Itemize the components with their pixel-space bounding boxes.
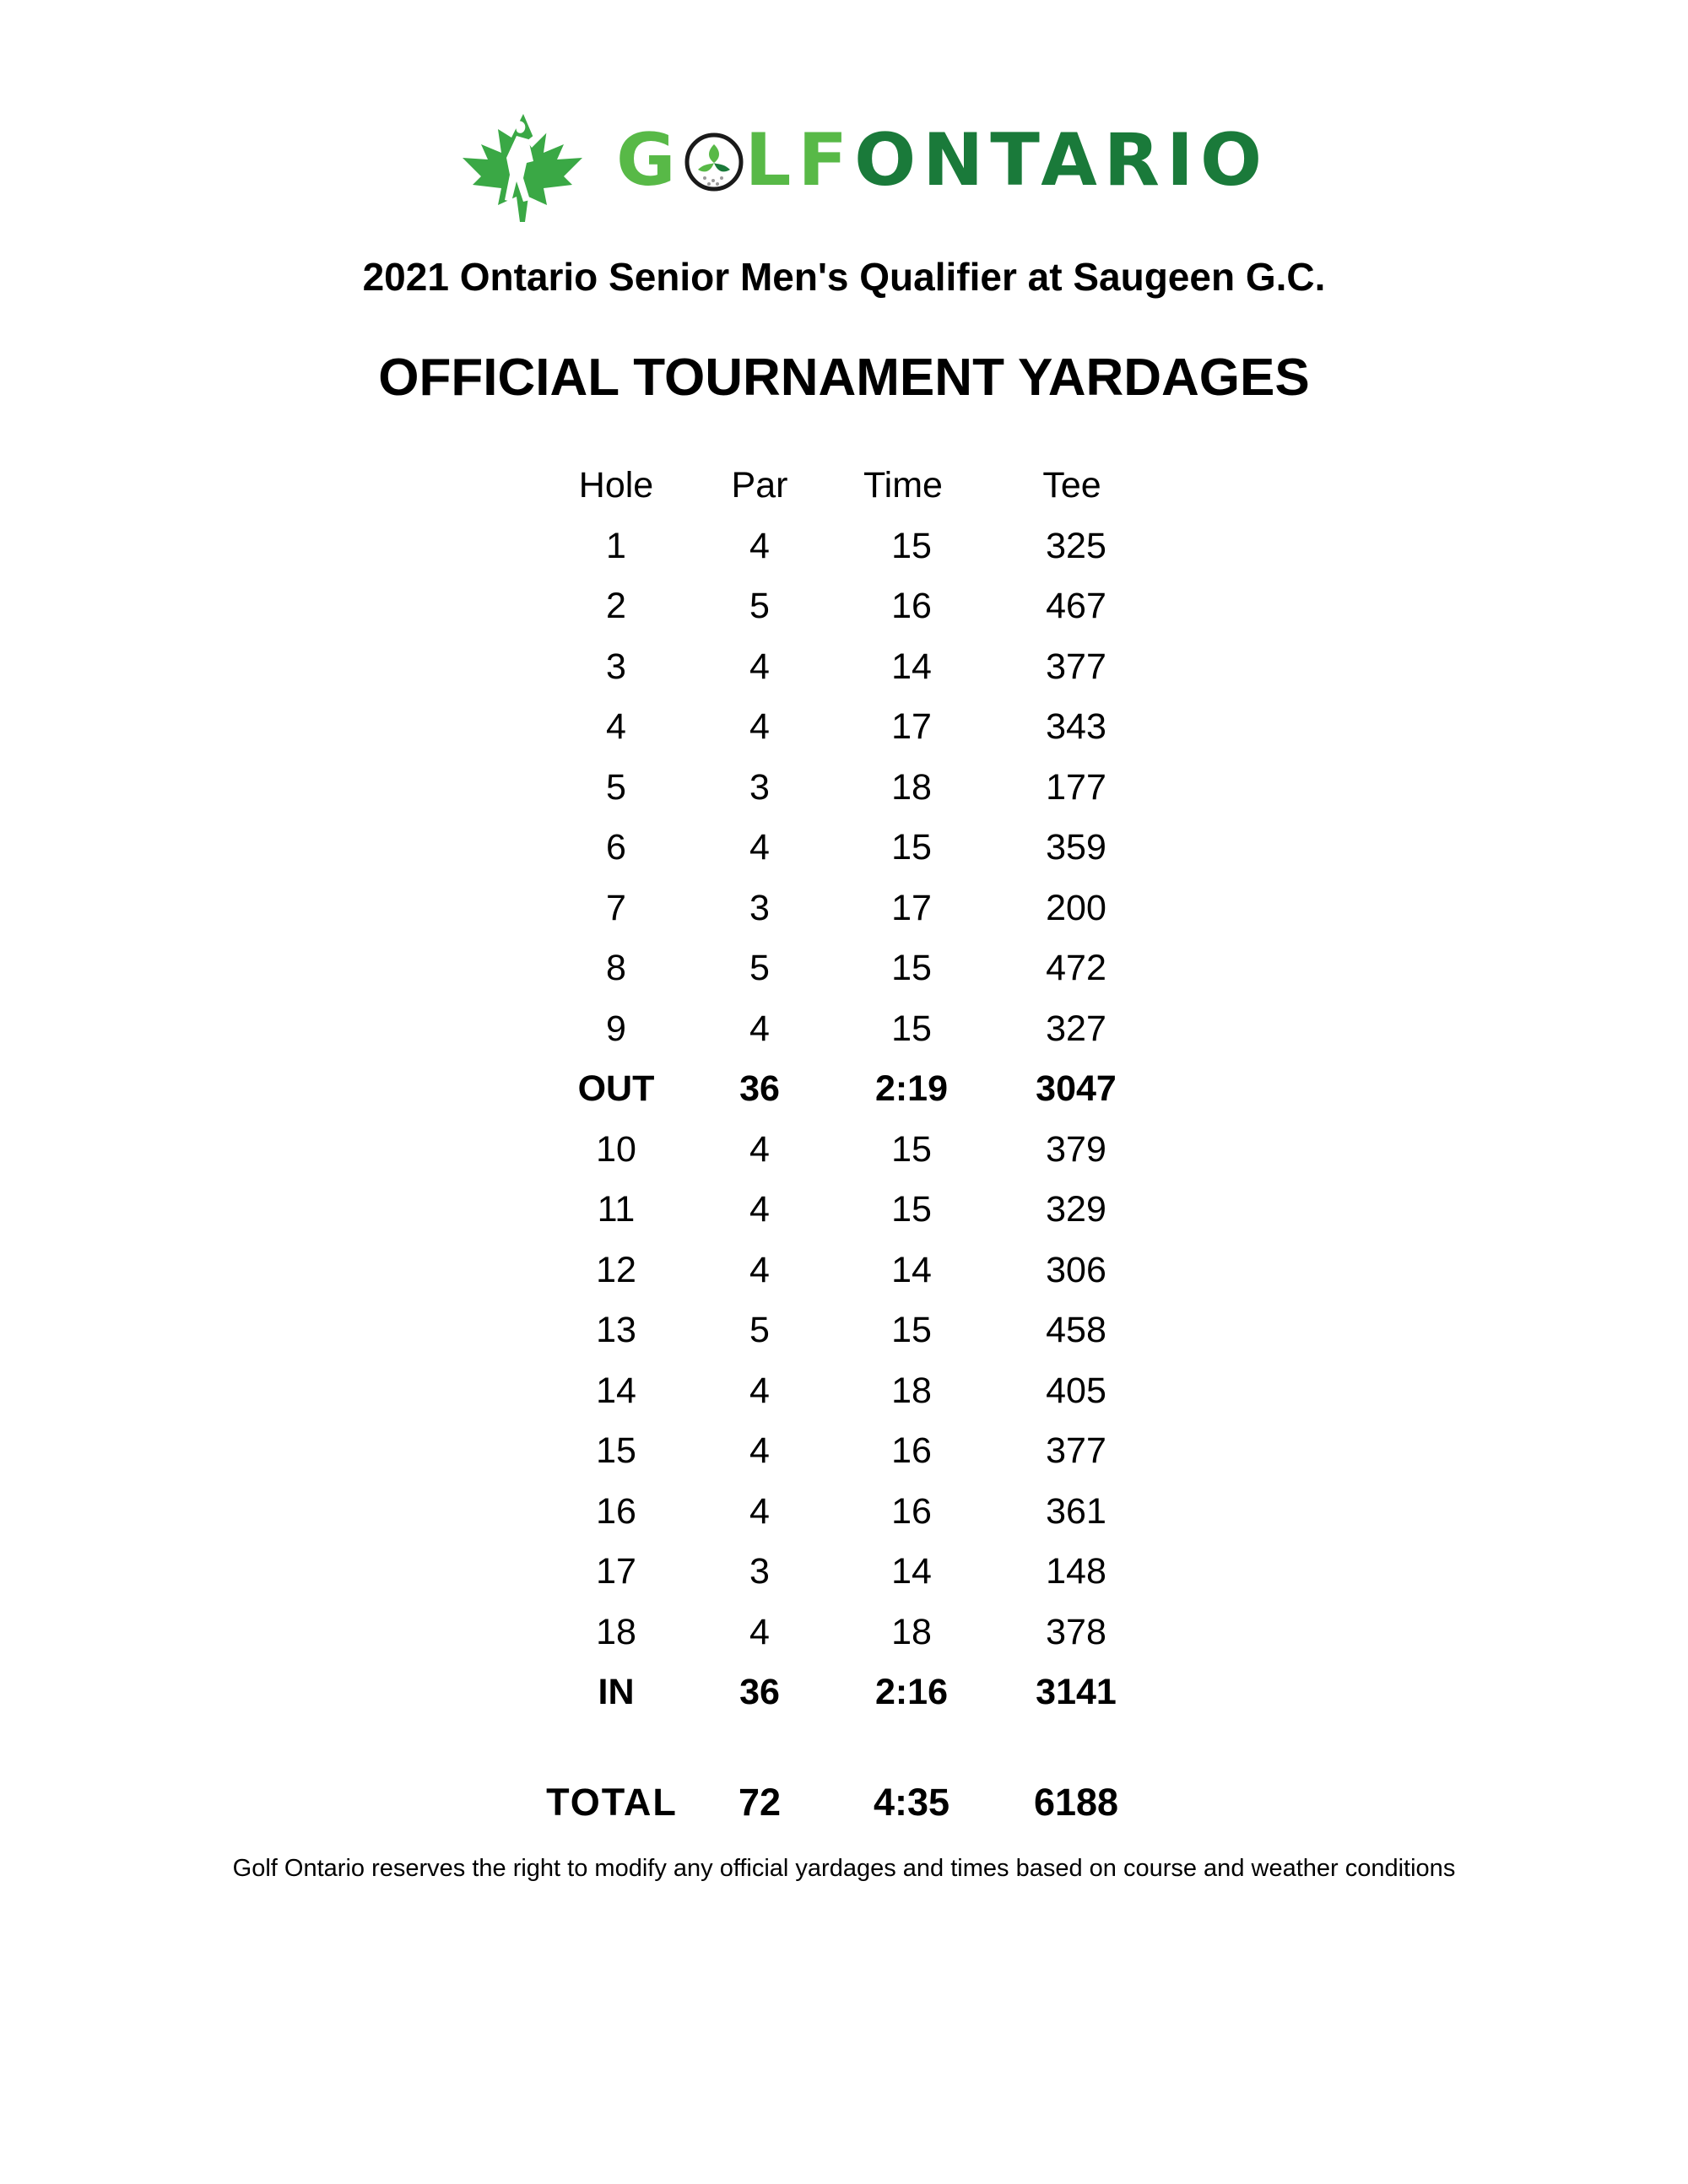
- cell-par: 4: [749, 706, 770, 747]
- cell-tee: 472: [1046, 948, 1106, 988]
- in-tee: 3141: [1036, 1672, 1117, 1712]
- cell-hole: 7: [606, 887, 626, 928]
- cell-hole: 1: [606, 525, 626, 566]
- cell-hole: 14: [596, 1370, 636, 1411]
- cell-par: 4: [749, 525, 770, 566]
- total-par: 72: [738, 1781, 782, 1824]
- cell-time: 15: [891, 1310, 932, 1350]
- cell-time: 18: [891, 1370, 932, 1411]
- cell-tee: 378: [1046, 1611, 1106, 1652]
- cell-par: 3: [749, 887, 770, 928]
- cell-tee: 405: [1046, 1370, 1106, 1411]
- cell-tee: 306: [1046, 1249, 1106, 1290]
- cell-par: 4: [749, 1370, 770, 1411]
- cell-time: 15: [891, 948, 932, 988]
- table-row: [523, 516, 1165, 577]
- logo-text-ontario: ONTARIO: [854, 118, 1269, 203]
- cell-par: 4: [749, 1128, 770, 1170]
- total-label: TOTAL: [546, 1781, 678, 1824]
- logo-text-lf: LF: [744, 118, 855, 203]
- header-time: Time: [863, 465, 943, 505]
- cell-par: 5: [749, 1310, 770, 1350]
- logo-wordmark: [616, 114, 1269, 207]
- cell-time: 15: [891, 827, 932, 868]
- cell-time: 18: [891, 1611, 932, 1652]
- in-label: IN: [598, 1672, 635, 1712]
- table-row: [523, 1241, 1165, 1301]
- disclaimer-footnote: Golf Ontario reserves the right to modify any official yardages and times based on course and weather conditions: [232, 1855, 1456, 1882]
- table-row: [523, 1120, 1165, 1181]
- cell-time: 18: [891, 766, 932, 808]
- cell-par: 5: [749, 948, 770, 988]
- cell-hole: 16: [596, 1490, 636, 1532]
- cell-time: 15: [891, 1008, 932, 1049]
- table-header-row: [523, 456, 1165, 516]
- cell-hole: 10: [596, 1128, 636, 1170]
- table-row: [523, 697, 1165, 758]
- cell-hole: 5: [606, 766, 626, 808]
- cell-tee: 177: [1046, 766, 1106, 808]
- cell-hole: 13: [596, 1310, 636, 1350]
- cell-hole: 9: [606, 1008, 626, 1049]
- cell-tee: 379: [1046, 1128, 1106, 1170]
- cell-hole: 2: [606, 586, 626, 626]
- cell-time: 17: [891, 706, 932, 747]
- cell-par: 4: [749, 1249, 770, 1290]
- total-row: [523, 1769, 1165, 1836]
- table-row: [523, 576, 1165, 637]
- table-row: [523, 1300, 1165, 1361]
- cell-hole: 4: [606, 706, 626, 747]
- cell-par: 4: [749, 1430, 770, 1471]
- cell-par: 4: [749, 827, 770, 868]
- cell-hole: 8: [606, 948, 626, 988]
- out-time: 2:19: [874, 1068, 949, 1109]
- header-par: Par: [731, 465, 788, 505]
- cell-par: 4: [749, 1490, 770, 1532]
- cell-par: 4: [749, 1611, 770, 1652]
- cell-tee: 329: [1046, 1189, 1106, 1230]
- table-row: [523, 818, 1165, 878]
- cell-time: 16: [891, 1430, 932, 1471]
- cell-hole: 6: [606, 827, 626, 868]
- out-subtotal-row: [523, 1059, 1165, 1120]
- cell-tee: 325: [1046, 525, 1106, 566]
- cell-tee: 359: [1046, 827, 1106, 868]
- cell-hole: 3: [606, 646, 626, 687]
- cell-par: 4: [749, 1008, 770, 1049]
- golf-ontario-logo: [456, 97, 1269, 224]
- table-row: [523, 1361, 1165, 1422]
- cell-time: 16: [891, 586, 932, 626]
- cell-hole: 18: [596, 1611, 636, 1652]
- in-par: 36: [739, 1672, 780, 1712]
- golf-ball-trillium-icon: [684, 132, 744, 192]
- table-row: [523, 878, 1165, 939]
- cell-tee: 343: [1046, 706, 1106, 747]
- out-label: OUT: [577, 1068, 655, 1109]
- cell-tee: 458: [1046, 1310, 1106, 1350]
- table-row: [523, 1603, 1165, 1663]
- out-tee: 3047: [1036, 1068, 1117, 1109]
- cell-tee: 361: [1046, 1490, 1106, 1532]
- cell-time: 15: [891, 525, 932, 566]
- table-row: [523, 999, 1165, 1060]
- cell-hole: 15: [596, 1430, 636, 1471]
- cell-time: 15: [891, 1128, 932, 1170]
- header-hole: Hole: [578, 465, 654, 505]
- logo-text-g: G: [616, 118, 683, 203]
- cell-time: 14: [891, 1249, 932, 1290]
- cell-par: 3: [749, 766, 770, 808]
- header-tee: Tee: [1042, 465, 1101, 505]
- cell-hole: 11: [597, 1189, 636, 1230]
- maple-leaf-golfer-icon: [456, 97, 591, 224]
- cell-tee: 377: [1046, 1430, 1106, 1471]
- page-title: OFFICIAL TOURNAMENT YARDAGES: [378, 349, 1310, 407]
- cell-par: 4: [749, 646, 770, 687]
- total-time: 4:35: [873, 1781, 950, 1824]
- cell-time: 14: [891, 1551, 932, 1592]
- table-row: [523, 1482, 1165, 1543]
- table-row: [523, 1421, 1165, 1482]
- cell-hole: 17: [596, 1551, 636, 1592]
- table-row: [523, 758, 1165, 819]
- cell-tee: 467: [1046, 586, 1106, 626]
- cell-tee: 200: [1046, 887, 1106, 928]
- cell-par: 4: [749, 1189, 770, 1230]
- yardage-table: [523, 456, 1165, 1723]
- cell-par: 3: [749, 1551, 770, 1592]
- in-subtotal-row: [523, 1662, 1165, 1723]
- table-row: [523, 1180, 1165, 1241]
- cell-time: 16: [891, 1490, 932, 1532]
- cell-time: 15: [891, 1189, 932, 1230]
- table-row: [523, 1542, 1165, 1603]
- cell-par: 5: [749, 586, 770, 626]
- cell-tee: 327: [1046, 1008, 1106, 1049]
- out-par: 36: [739, 1068, 780, 1109]
- event-subtitle: 2021 Ontario Senior Men's Qualifier at Saugeen G.C.: [362, 255, 1326, 299]
- cell-time: 14: [891, 646, 932, 687]
- in-time: 2:16: [874, 1672, 949, 1712]
- cell-time: 17: [891, 887, 932, 928]
- table-row: [523, 938, 1165, 999]
- cell-hole: 12: [596, 1249, 636, 1290]
- table-row: [523, 637, 1165, 698]
- cell-tee: 377: [1046, 646, 1106, 687]
- cell-tee: 148: [1046, 1551, 1106, 1592]
- total-tee: 6188: [1033, 1781, 1119, 1824]
